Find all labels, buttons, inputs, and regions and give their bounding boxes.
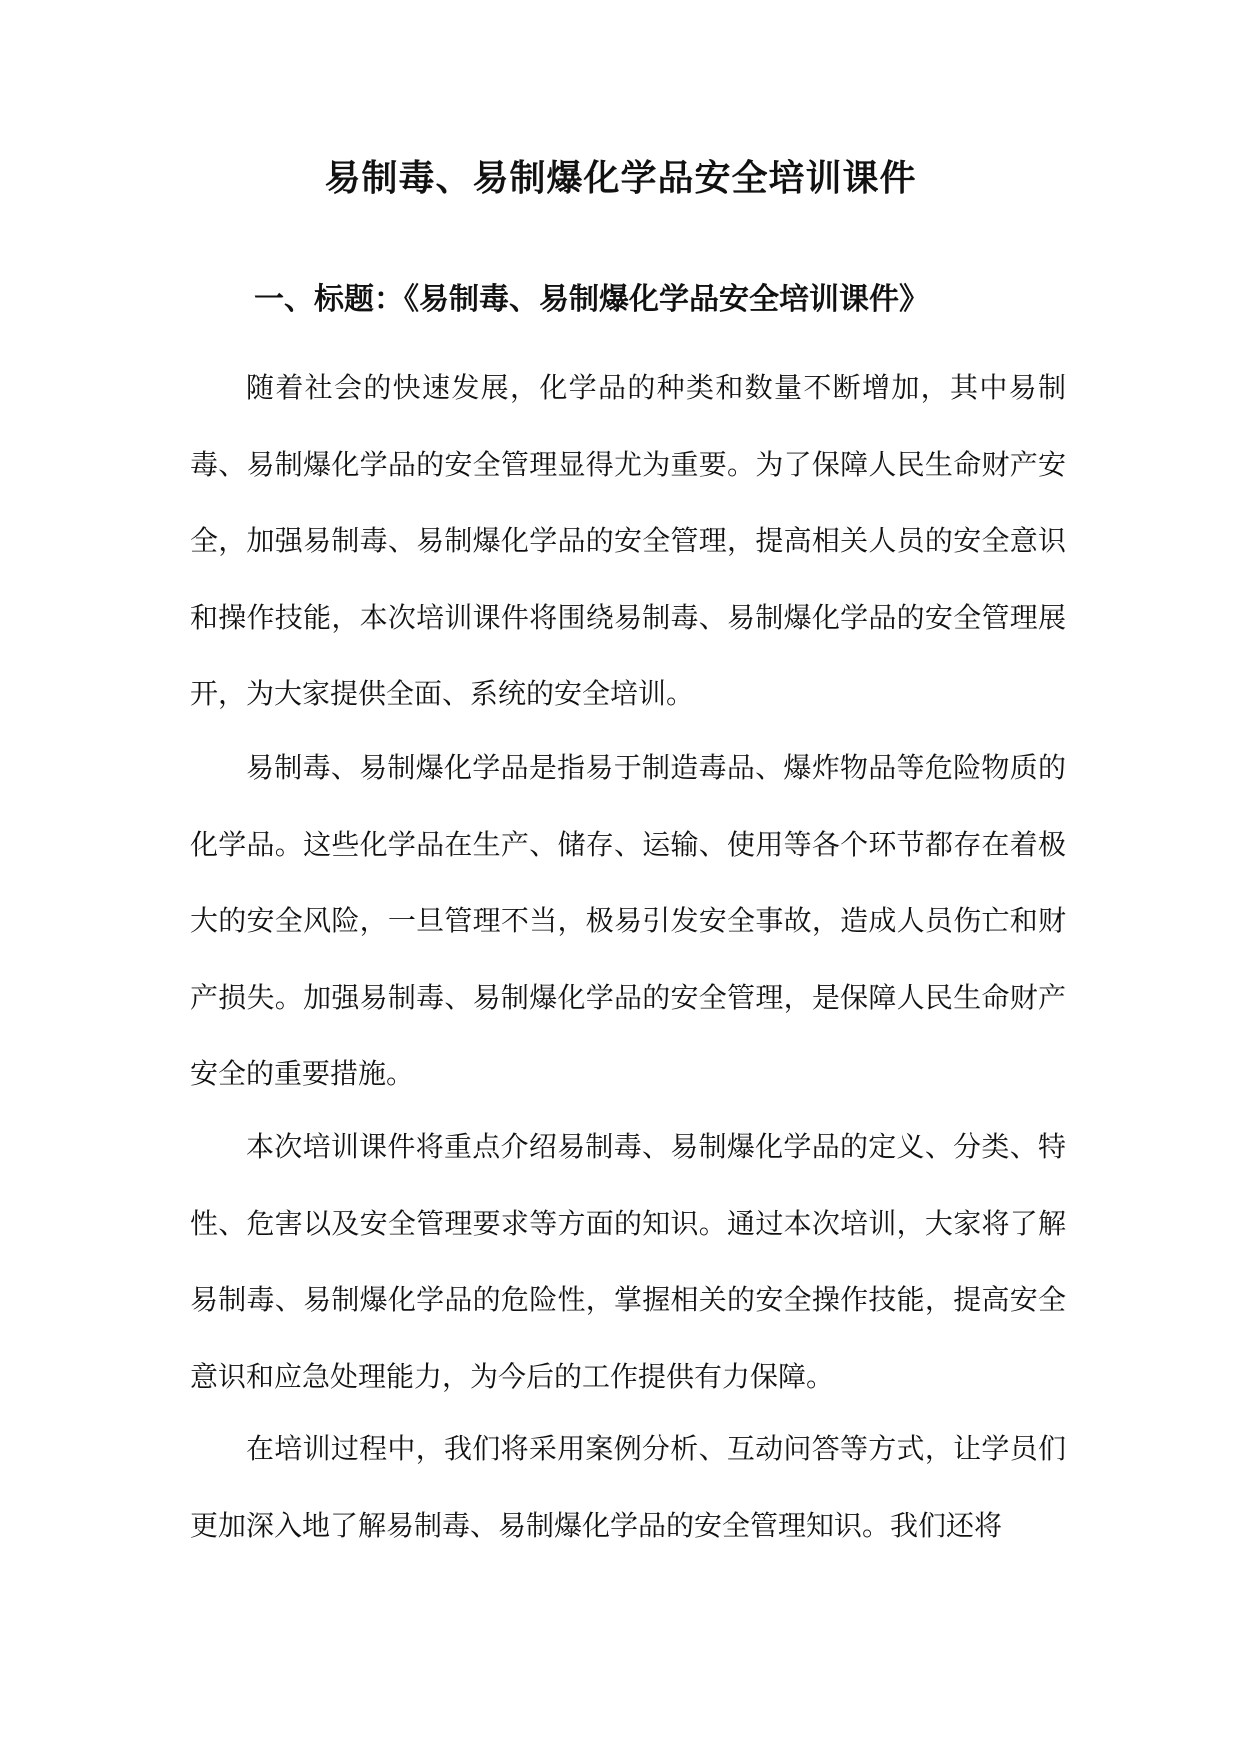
paragraph-4: 在培训过程中，我们将采用案例分析、互动问答等方式，让学员们更加深入地了解易制毒、易制爆化学品的安全管理知识。我们还将: [190, 1432, 1066, 1542]
paragraph-1: 随着社会的快速发展，化学品的种类和数量不断增加，其中易制毒、易制爆化学品的安全管理显得尤为重要。为了保障人民生命财产安全，加强易制毒、易制爆化学品的安全管理，提高相关人员的安全意识和操作技能，本次培训课件将围绕易制毒、易制爆化学品的安全管理展开，为大家提供全面、系统的安全培训。: [190, 371, 1066, 710]
paragraph-3: 本次培训课件将重点介绍易制毒、易制爆化学品的定义、分类、特性、危害以及安全管理要求等方面的知识。通过本次培训，大家将了解易制毒、易制爆化学品的危险性，掌握相关的安全操作技能，提高安全意识和应急处理能力，为今后的工作提供有力保障。: [190, 1130, 1066, 1393]
document-title: 易制毒、易制爆化学品安全培训课件: [324, 157, 917, 199]
section-heading: 一、标题：《易制毒、易制爆化学品安全培训课件》: [254, 282, 929, 317]
paragraph-2: 易制毒、易制爆化学品是指易于制造毒品、爆炸物品等危险物质的化学品。这些化学品在生产、储存、运输、使用等各个环节都存在着极大的安全风险，一旦管理不当，极易引发安全事故，造成人员伤亡和财产损失。加强易制毒、易制爆化学品的安全管理，是保障人民生命财产安全的重要措施。: [190, 751, 1066, 1090]
